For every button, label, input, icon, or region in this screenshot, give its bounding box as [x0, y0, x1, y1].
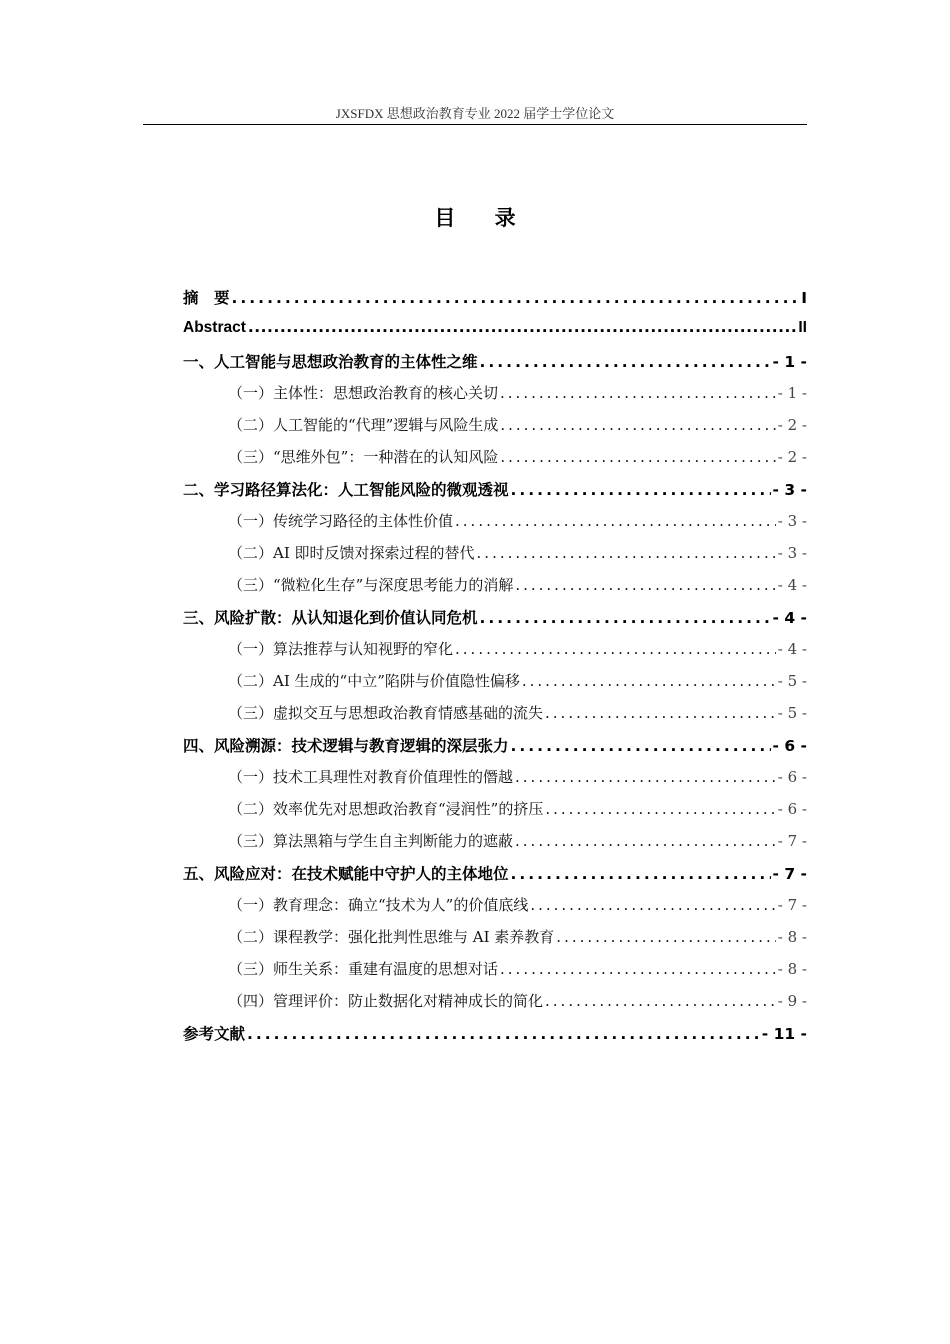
toc-leader-dots	[545, 800, 775, 818]
toc-entry-section[interactable]	[183, 414, 807, 446]
toc-entry-section[interactable]	[183, 670, 807, 702]
toc-leader-dots	[511, 865, 771, 883]
toc-entry-chapter[interactable]	[183, 350, 807, 382]
toc-leader-dots	[511, 737, 771, 755]
toc-leader-dots	[545, 704, 776, 722]
toc-entry-page: - 8 -	[777, 928, 807, 946]
toc-entry-label: （一）主体性：思想政治教育的核心关切	[228, 384, 499, 402]
toc-entry-label: 参考文献	[183, 1025, 246, 1043]
toc-entry-page: - 3 -	[777, 544, 807, 562]
toc-entry-section[interactable]	[183, 990, 807, 1022]
toc-entry-label: 一、人工智能与思想政治教育的主体性之维	[183, 353, 478, 371]
toc-entry-page: - 4 -	[777, 640, 807, 658]
toc-entry-label: 五、风险应对：在技术赋能中守护人的主体地位	[183, 865, 509, 883]
toc-entry-page: - 6 -	[777, 800, 807, 818]
toc-entry-chapter[interactable]	[183, 1022, 807, 1054]
toc-entry-page: - 7 -	[777, 832, 807, 850]
toc-entry-section[interactable]	[183, 446, 807, 478]
toc-entry-label: （三）“微粒化生存”与深度思考能力的消解	[228, 576, 514, 594]
toc-leader-dots	[500, 960, 776, 978]
toc-leader-dots	[480, 609, 771, 627]
toc-leader-dots	[556, 928, 775, 946]
toc-leader-dots	[500, 448, 775, 466]
toc-entry-page: - 2 -	[777, 448, 807, 466]
toc-entry-label: （一）技术工具理性对教育价值理性的僭越	[228, 768, 514, 786]
toc-leader-dots	[248, 318, 796, 336]
toc-entry-section[interactable]	[183, 926, 807, 958]
toc-leader-dots	[500, 384, 776, 402]
toc-leader-dots	[477, 544, 776, 562]
toc-entry-label: （一）算法推荐与认知视野的窄化	[228, 640, 454, 658]
toc-entry-section[interactable]	[183, 382, 807, 414]
toc-entry-page: - 8 -	[777, 960, 807, 978]
toc-leader-dots	[247, 1025, 760, 1043]
toc-leader-dots	[455, 640, 776, 658]
toc-entry-chapter[interactable]	[183, 478, 807, 510]
table-of-contents	[183, 286, 807, 1054]
toc-entry-page: - 6 -	[772, 737, 807, 755]
toc-entry-label: 摘 要	[183, 289, 230, 307]
toc-leader-dots	[545, 992, 776, 1010]
toc-leader-dots	[530, 896, 775, 914]
toc-entry-chapter[interactable]	[183, 286, 807, 318]
toc-entry-label: 三、风险扩散：从认知退化到价值认同危机	[183, 609, 478, 627]
toc-entry-chapter[interactable]	[183, 606, 807, 638]
toc-entry-section[interactable]	[183, 510, 807, 542]
toc-entry-section[interactable]	[183, 542, 807, 574]
toc-entry-label: （三）“思维外包”：一种潜在的认知风险	[228, 448, 499, 466]
toc-entry-chapter[interactable]	[183, 734, 807, 766]
toc-entry-label: 二、学习路径算法化：人工智能风险的微观透视	[183, 481, 509, 499]
toc-entry-section[interactable]	[183, 702, 807, 734]
toc-entry-label: （二）课程教学：强化批判性思维与 AI 素养教育	[228, 928, 555, 946]
toc-entry-chapter[interactable]	[183, 318, 807, 350]
toc-leader-dots	[515, 768, 776, 786]
toc-entry-page: - 1 -	[777, 384, 807, 402]
toc-entry-page: - 1 -	[772, 353, 807, 371]
toc-title: 目 录	[434, 206, 532, 230]
toc-entry-label: Abstract	[183, 319, 246, 336]
toc-leader-dots	[515, 832, 776, 850]
toc-entry-page: - 7 -	[777, 896, 807, 914]
toc-entry-page: - 4 -	[772, 609, 807, 627]
toc-entry-page: - 6 -	[777, 768, 807, 786]
toc-entry-page: - 5 -	[777, 672, 807, 690]
toc-leader-dots	[480, 353, 771, 371]
page-header: JXSFDX 思想政治教育专业 2022 届学士学位论文	[335, 106, 615, 121]
toc-entry-label: （二）效率优先对思想政治教育“浸润性”的挤压	[228, 800, 544, 818]
toc-leader-dots	[511, 481, 771, 499]
toc-entry-page: - 7 -	[772, 865, 807, 883]
toc-entry-label: 四、风险溯源：技术逻辑与教育逻辑的深层张力	[183, 737, 509, 755]
toc-entry-section[interactable]	[183, 638, 807, 670]
toc-entry-page: - 2 -	[777, 416, 807, 434]
toc-entry-section[interactable]	[183, 894, 807, 926]
toc-entry-label: （二）AI 生成的“中立”陷阱与价值隐性偏移	[228, 672, 520, 690]
toc-entry-page: - 5 -	[777, 704, 807, 722]
toc-leader-dots	[522, 672, 776, 690]
toc-entry-page: - 3 -	[777, 512, 807, 530]
toc-leader-dots	[232, 289, 800, 307]
toc-entry-label: （一）教育理念：确立“技术为人”的价值底线	[228, 896, 529, 914]
toc-entry-page: - 11 -	[761, 1025, 807, 1043]
toc-entry-label: （二）人工智能的“代理”逻辑与风险生成	[228, 416, 499, 434]
toc-entry-label: （三）虚拟交互与思想政治教育情感基础的流失	[228, 704, 544, 722]
toc-entry-section[interactable]	[183, 830, 807, 862]
toc-entry-label: （一）传统学习路径的主体性价值	[228, 512, 454, 530]
toc-leader-dots	[455, 512, 776, 530]
toc-entry-section[interactable]	[183, 958, 807, 990]
toc-entry-chapter[interactable]	[183, 862, 807, 894]
toc-leader-dots	[500, 416, 775, 434]
toc-entry-page: - 4 -	[777, 576, 807, 594]
toc-leader-dots	[515, 576, 775, 594]
toc-entry-page: - 9 -	[777, 992, 807, 1010]
toc-entry-section[interactable]	[183, 766, 807, 798]
toc-entry-label: （三）算法黑箱与学生自主判断能力的遮蔽	[228, 832, 514, 850]
toc-entry-section[interactable]	[183, 574, 807, 606]
toc-entry-page: II	[798, 319, 807, 336]
toc-entry-label: （三）师生关系：重建有温度的思想对话	[228, 960, 499, 978]
toc-entry-page: I	[801, 289, 807, 307]
header-rule	[143, 124, 807, 125]
toc-entry-label: （二）AI 即时反馈对探索过程的替代	[228, 544, 475, 562]
toc-entry-page: - 3 -	[772, 481, 807, 499]
toc-entry-section[interactable]	[183, 798, 807, 830]
toc-entry-label: （四）管理评价：防止数据化对精神成长的简化	[228, 992, 544, 1010]
